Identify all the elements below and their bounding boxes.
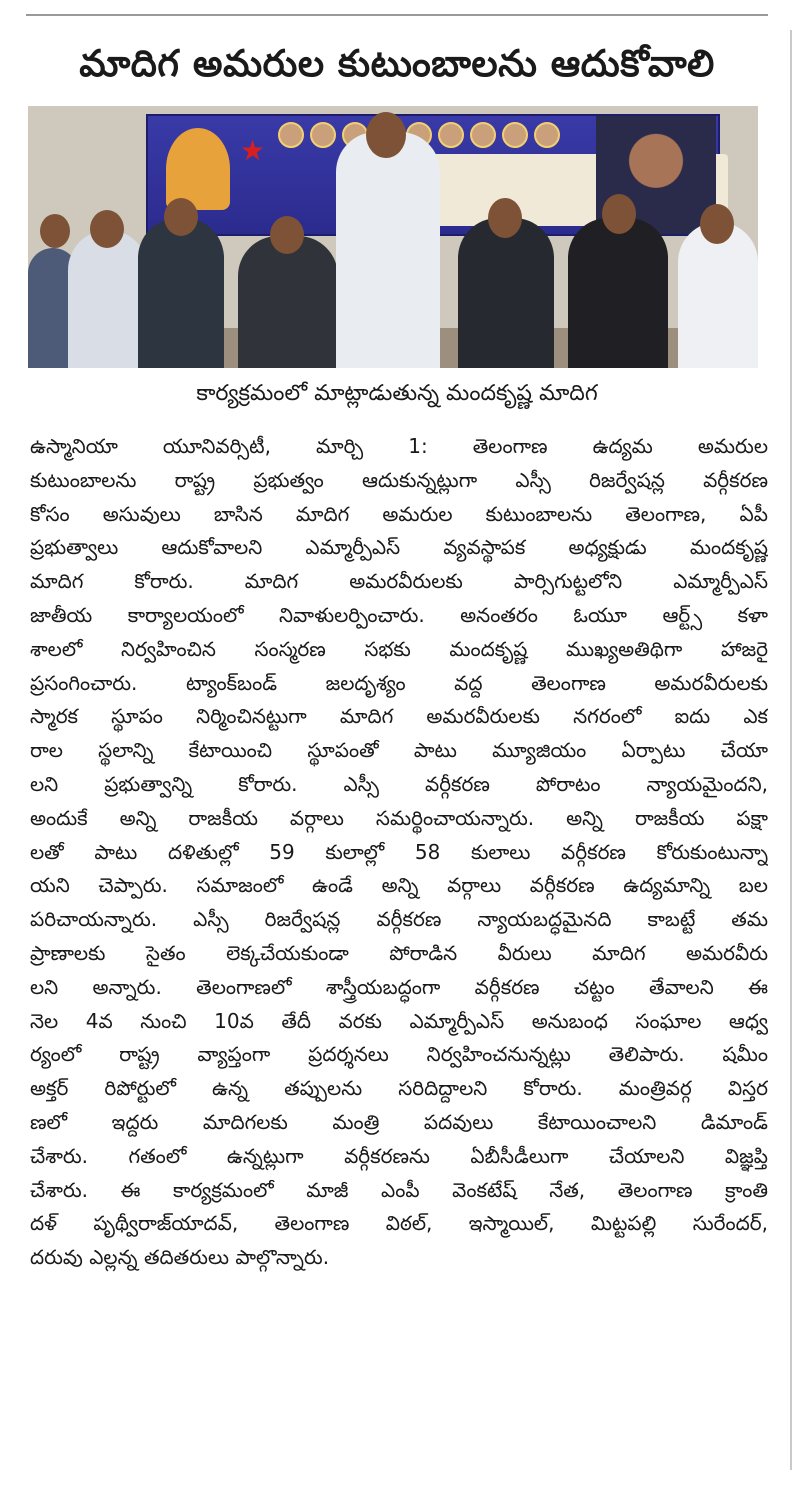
body-line: దరువు ఎల్లన్న తదితరులు పాల్గొన్నారు. [30, 1245, 330, 1270]
person-head [40, 214, 70, 248]
headline: మాదిగ అమరుల కుటుంబాలను ఆదుకోవాలి [79, 42, 715, 85]
body-line: మాదిగ కోరారు. మాదిగ అమరవీరులకు పార్సిగుట్టలోని ఎమ్మార్పీఎస్ [30, 569, 768, 594]
body-line: కుటుంబాలను రాష్ట్ర ప్రభుత్వం ఆదుకున్నట్లుగా ఎస్సీ రిజర్వేషన్ల వర్గీకరణ [30, 467, 768, 492]
person-head [164, 198, 198, 236]
top-rule [26, 14, 768, 16]
column-rule [790, 30, 792, 1470]
body-line: లని ప్రభుత్వాన్ని కోరారు. ఎస్సీ వర్గీకరణ పోరాటం న్యాయమైందని, [30, 771, 768, 796]
person-head [700, 204, 734, 244]
body-line: ప్రాణాలకు సైతం లెక్కచేయకుండా పోరాడిన వీరులు మాదిగ అమరవీరు [30, 940, 768, 965]
clipped-text-above [500, 0, 620, 10]
article-photo [28, 106, 758, 368]
body-line: జాతీయ కార్యాలయంలో నివాళులర్పించారు. అనంతరం ఓయూ ఆర్ట్స్ కళా [30, 602, 768, 627]
person-head [270, 216, 304, 254]
body-line: శాలలో నిర్వహించిన సంస్మరణ సభకు మందకృష్ణ ముఖ్యఅతిథిగా హాజరై [30, 636, 768, 661]
leader-portraits [278, 122, 578, 146]
person [238, 236, 338, 368]
body-line: ణలో ఇద్దరు మాదిగలకు మంత్రి పదవులు కేటాయించాలని డిమాండ్ [30, 1109, 768, 1134]
person-head [488, 198, 522, 238]
body-line: రాల స్థలాన్ని కేటాయించి స్థూపంతో పాటు మ్యూజియం ఏర్పాటు చేయా [30, 738, 768, 763]
body-line: అందుకే అన్ని రాజకీయ వర్గాలు సమర్థించాయన్నారు. అన్ని రాజకీయ పక్షా [30, 805, 768, 830]
person-head [90, 210, 124, 248]
person [458, 218, 554, 368]
body-line: కోసం అసువులు బాసిన మాదిగ అమరుల కుటుంబాలను తెలంగాణ, ఏపీ [30, 501, 768, 526]
body-line: అక్తర్ రిపోర్టులో ఉన్న తప్పులను సరిదిద్దాలని కోరారు. మంత్రివర్గ విస్తర [30, 1076, 768, 1101]
body-line: పరిచాయన్నారు. ఎస్సీ రిజర్వేషన్ల వర్గీకరణ న్యాయబద్ధమైనది కాబట్టే తమ [30, 907, 768, 932]
body-line: లతో పాటు దళితుల్లో 59 కులాల్లో 58 కులాలు వర్గీకరణ కోరుకుంటున్నా [30, 839, 768, 864]
body-line: నెల 4వ నుంచి 10వ తేదీ వరకు ఎమ్మార్పీఎస్ అనుబంధ సంఘాల ఆధ్వ [30, 1008, 768, 1033]
person-head [602, 194, 636, 234]
body-line: ప్రభుత్వాలు ఆదుకోవాలని ఎమ్మార్పీఎస్ వ్యవస్థాపక అధ్యక్షుడు మందకృష్ణ [30, 535, 768, 560]
body-line: ప్రసంగించారు. ట్యాంక్‌బండ్ జలదృశ్యం వద్ద తెలంగాణ అమరవీరులకు [30, 670, 768, 695]
photo-caption: కార్యక్రమంలో మాట్లాడుతున్న మందకృష్ణ మాదిగ [196, 381, 598, 406]
article-body [30, 430, 768, 1275]
speaker [336, 132, 440, 368]
body-line: ఉస్మానియా యూనివర్సిటీ, మార్చి 1: తెలంగాణ ఉద్యమ అమరుల [30, 434, 768, 458]
body-line: లని అన్నారు. తెలంగాణలో శాస్త్రీయబద్ధంగా వర్గీకరణ చట్టం తేవాలని ఈ [30, 974, 768, 999]
person [138, 218, 224, 368]
body-line: చేశారు. ఈ కార్యక్రమంలో మాజీ ఎంపీ వెంకటేష్ నేత, తెలంగాణ క్రాంతి [30, 1177, 768, 1202]
body-line: దళ్ పృథ్వీరాజ్‌యాదవ్, తెలంగాణ విఠల్, ఇస్మాయిల్, మిట్టపల్లి సురేందర్, [30, 1211, 768, 1236]
body-line: యని చెప్పారు. సమాజంలో ఉండే అన్ని వర్గాలు వర్గీకరణ ఉద్యమాన్ని బల [30, 873, 768, 898]
star-icon: ★ [240, 134, 266, 167]
body-line: స్మారక స్థూపం నిర్మించినట్టుగా మాదిగ అమరవీరులకు నగరంలో ఐదు ఎక [30, 704, 768, 729]
speaker-head [366, 112, 406, 158]
person [568, 218, 668, 368]
body-line: ర్యంలో రాష్ట్ర వ్యాప్తంగా ప్రదర్శనలు నిర్వహించనున్నట్లు తెలిపారు. షమీం [30, 1042, 768, 1067]
body-line: చేశారు. గతంలో ఉన్నట్లుగా వర్గీకరణను ఏబీసీడీలుగా చేయాలని విజ్ఞప్తి [30, 1143, 768, 1168]
person [68, 230, 148, 368]
